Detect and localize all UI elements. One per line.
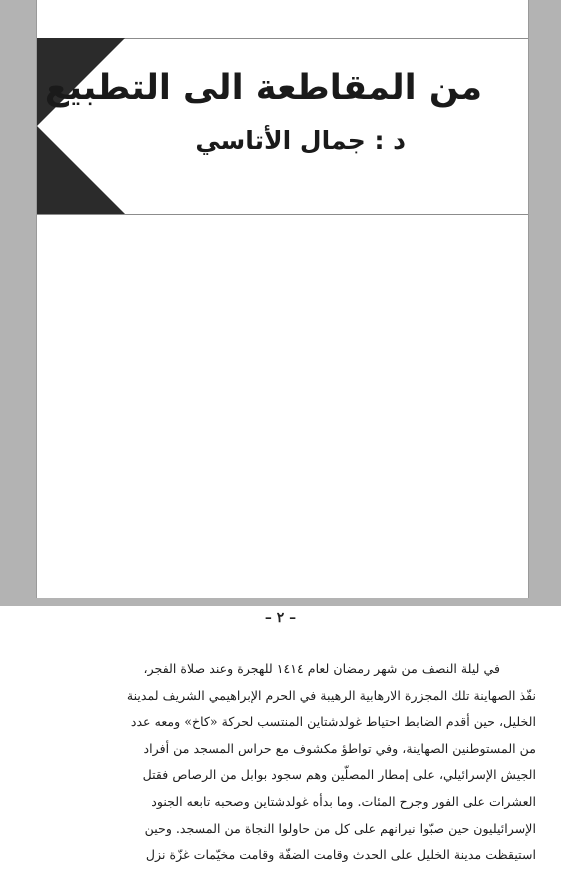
text-line: استيقظت مدينة الخليل على الحدث وقامت الضفّة وقامت مخيّمات غزّة نزل [145,847,536,863]
text-line: من المستوطنين الصهاينة، وفي تواطؤ مكشوف مع حراس المسجد من أفراد [143,740,536,756]
corner-triangle-decoration [37,38,125,214]
page-number: – ٢ – [264,610,297,626]
text-line: الإسرائيليون حين صبّوا نيرانهم على كل من حاولوا النجاة من المسجد. وحين [144,820,536,836]
cover-page [36,0,529,598]
text-line: نفّذ الصهاينة تلك المجزرة الارهابية الرهيبة في الحرم الإبراهيمي الشريف لمدينة [126,687,536,703]
text-line: الجيش الإسرائيلي، على إمطار المصلّين وهم سجود بوابل من الرصاص فقتل [142,767,536,783]
text-line: الخليل، حين أقدم الضابط احتياط غولدشتاين المنتسب لحركة «كاخ» ومعه عدد [130,714,536,730]
title-box [37,38,528,215]
author-name: د : جمال الأتاسي [195,126,406,155]
text-line: العشرات على الفور وجرح المئات. وما بدأه غولدشتاين وصحبه تابعه الجنود [151,793,536,809]
text-line: في ليلة النصف من شهر رمضان لعام ١٤١٤ للهجرة وعند صلاة الفجر، [143,661,500,676]
body-paragraph [26,656,536,869]
book-title: من المقاطعة الى التطبيع [44,68,482,108]
